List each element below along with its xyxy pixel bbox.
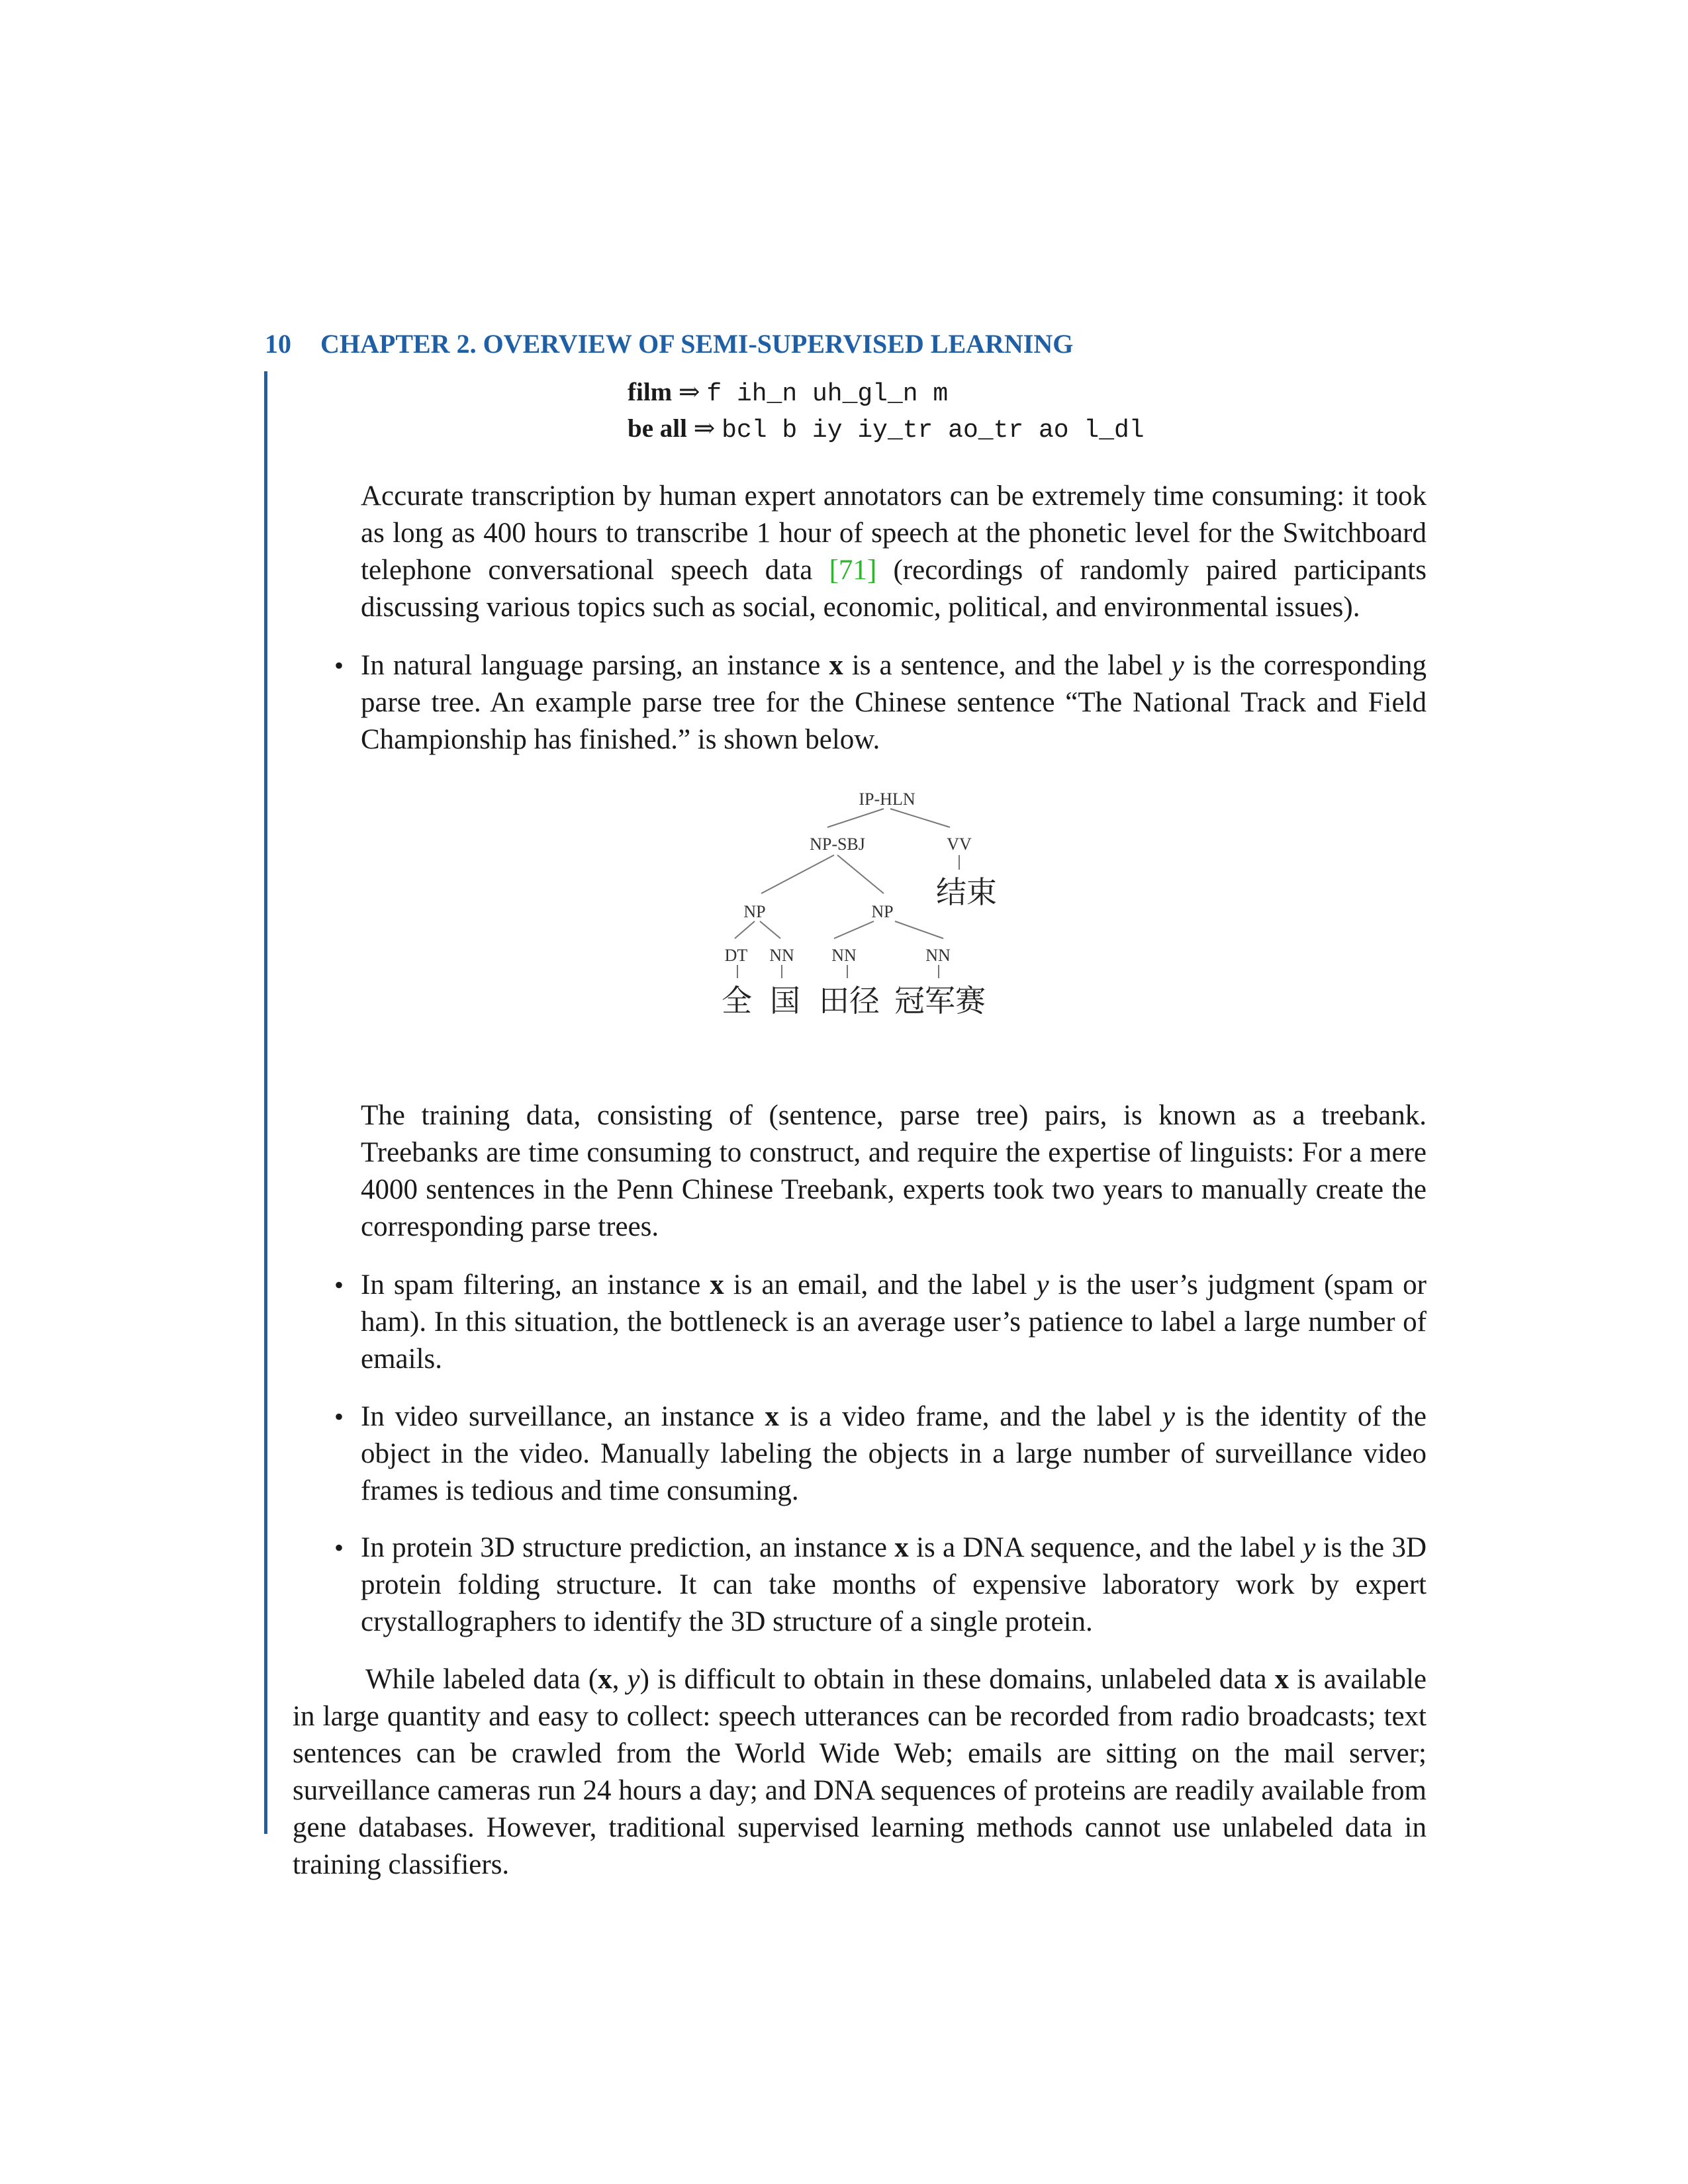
pronunciation-line-be-all	[628, 414, 1145, 445]
text-run: is a video frame, and the label	[778, 1401, 1162, 1432]
math-x: x	[1274, 1664, 1289, 1695]
bullet-video	[361, 1398, 1427, 1510]
text-run: (recordings of randomly paired participants discussing various topics such as social, economic, political, and environmental issues).	[361, 555, 1427, 623]
pron-phones: bcl b iy iy_tr ao_tr ao l_dl	[722, 416, 1145, 445]
tree-node-nn: NN	[831, 946, 857, 965]
text-run: is an email, and the label	[724, 1269, 1037, 1300]
tree-node-dt: DT	[724, 946, 748, 965]
pronunciation-line-film	[628, 377, 948, 408]
math-y: y	[1162, 1401, 1175, 1432]
math-x: x	[829, 650, 843, 681]
text-run: In video surveillance, an instance	[361, 1401, 765, 1432]
math-x: x	[765, 1401, 779, 1432]
tree-node-root: IP-HLN	[859, 790, 915, 809]
tree-word-guanjunsai: 冠军赛	[894, 983, 986, 1019]
math-y: y	[1171, 650, 1184, 681]
chapter-title: CHAPTER 2. OVERVIEW OF SEMI-SUPERVISED LEARNING	[320, 329, 1074, 359]
treebank-paragraph: The training data, consisting of (sentence, parse tree) pairs, is known as a treebank. Treebanks are time consuming to construct, and require the expertise of linguists: For a mere 4000 sentences in the Penn Chinese Treebank, experts took two years to manually create the corresponding parse trees.	[361, 1100, 1427, 1242]
bullet-marker: •	[334, 1402, 344, 1432]
math-y: y	[627, 1664, 640, 1695]
text-run: In protein 3D structure prediction, an instance	[361, 1532, 895, 1563]
tree-node-np-right: NP	[871, 902, 894, 921]
tree-word-jieshu: 结束	[936, 874, 997, 910]
text-run: is the corresponding parse tree. An example parse tree for the Chinese sentence “The National Track and Field Championship has finished.” is shown below.	[361, 650, 1427, 755]
parse-tree-figure	[715, 781, 1019, 1046]
text-run: is available in large quantity and easy to collect: speech utterances can be recorded from radio broadcasts; text sentences can be crawled from the World Wide Web; emails are sitting on the mail server; surveillance cameras run 24 hours a day; and DNA sequences of proteins are readily available from gene databases. However, traditional supervised learning methods cannot use unlabeled data in training classifiers.	[293, 1664, 1427, 1880]
text-run: is a DNA sequence, and the label	[908, 1532, 1303, 1563]
implies-arrow: ⇒	[678, 378, 700, 406]
margin-rule	[264, 371, 267, 1834]
pron-word: film	[628, 378, 673, 406]
text-run: is the user’s judgment (spam or ham). In this situation, the bottleneck is an average user’s patience to label a large number of emails.	[361, 1269, 1427, 1375]
tree-node-np-left: NP	[743, 902, 766, 921]
bullet-marker: •	[334, 651, 344, 680]
pron-word: be all	[628, 414, 687, 443]
pron-phones: f ih_n uh_gl_n m	[706, 380, 949, 408]
page-number: 10	[265, 329, 291, 359]
bullet-parsing	[361, 647, 1427, 758]
tree-node-nn: NN	[925, 946, 951, 965]
text-run: While labeled data (	[365, 1664, 598, 1695]
tree-node-nn: NN	[769, 946, 794, 965]
math-y: y	[1303, 1532, 1316, 1563]
math-x: x	[710, 1269, 724, 1300]
transcription-paragraph	[361, 478, 1427, 626]
text-run: ,	[612, 1664, 628, 1695]
implies-arrow: ⇒	[693, 414, 716, 443]
bullet-marker: •	[334, 1270, 344, 1300]
citation-link[interactable]: [71]	[829, 555, 877, 586]
text-run: In spam filtering, an instance	[361, 1269, 710, 1300]
text-run: is a sentence, and the label	[843, 650, 1172, 681]
math-x: x	[598, 1664, 612, 1695]
closing-paragraph	[293, 1661, 1427, 1884]
text-run: is the identity of the object in the video. Manually labeling the objects in a large number of surveillance video frames is tedious and time consuming.	[361, 1401, 1427, 1506]
text-run: is the 3D protein folding structure. It can take months of expensive laboratory work by expert crystallographers to identify the 3D structure of a single protein.	[361, 1532, 1427, 1637]
tree-node-vv: VV	[947, 835, 972, 854]
math-x: x	[894, 1532, 909, 1563]
tree-word-quan: 全	[722, 983, 752, 1019]
text-run: ) is difficult to obtain in these domains, unlabeled data	[639, 1664, 1275, 1695]
bullet-protein	[361, 1529, 1427, 1641]
bullet-spam	[361, 1267, 1427, 1378]
tree-word-tianjing: 田径	[819, 983, 880, 1019]
running-header	[265, 328, 1456, 359]
tree-word-guo: 国	[770, 983, 800, 1019]
tree-node-np-sbj: NP-SBJ	[810, 835, 865, 854]
text-run: Accurate transcription by human expert annotators can be extremely time consuming: it took as long as 400 hours to transcribe 1 hour of speech at the phonetic level for the Switchboard telephone conversational speech data	[361, 480, 1427, 586]
bullet-marker: •	[334, 1533, 344, 1563]
text-run: In natural language parsing, an instance	[361, 650, 829, 681]
math-y: y	[1036, 1269, 1049, 1300]
